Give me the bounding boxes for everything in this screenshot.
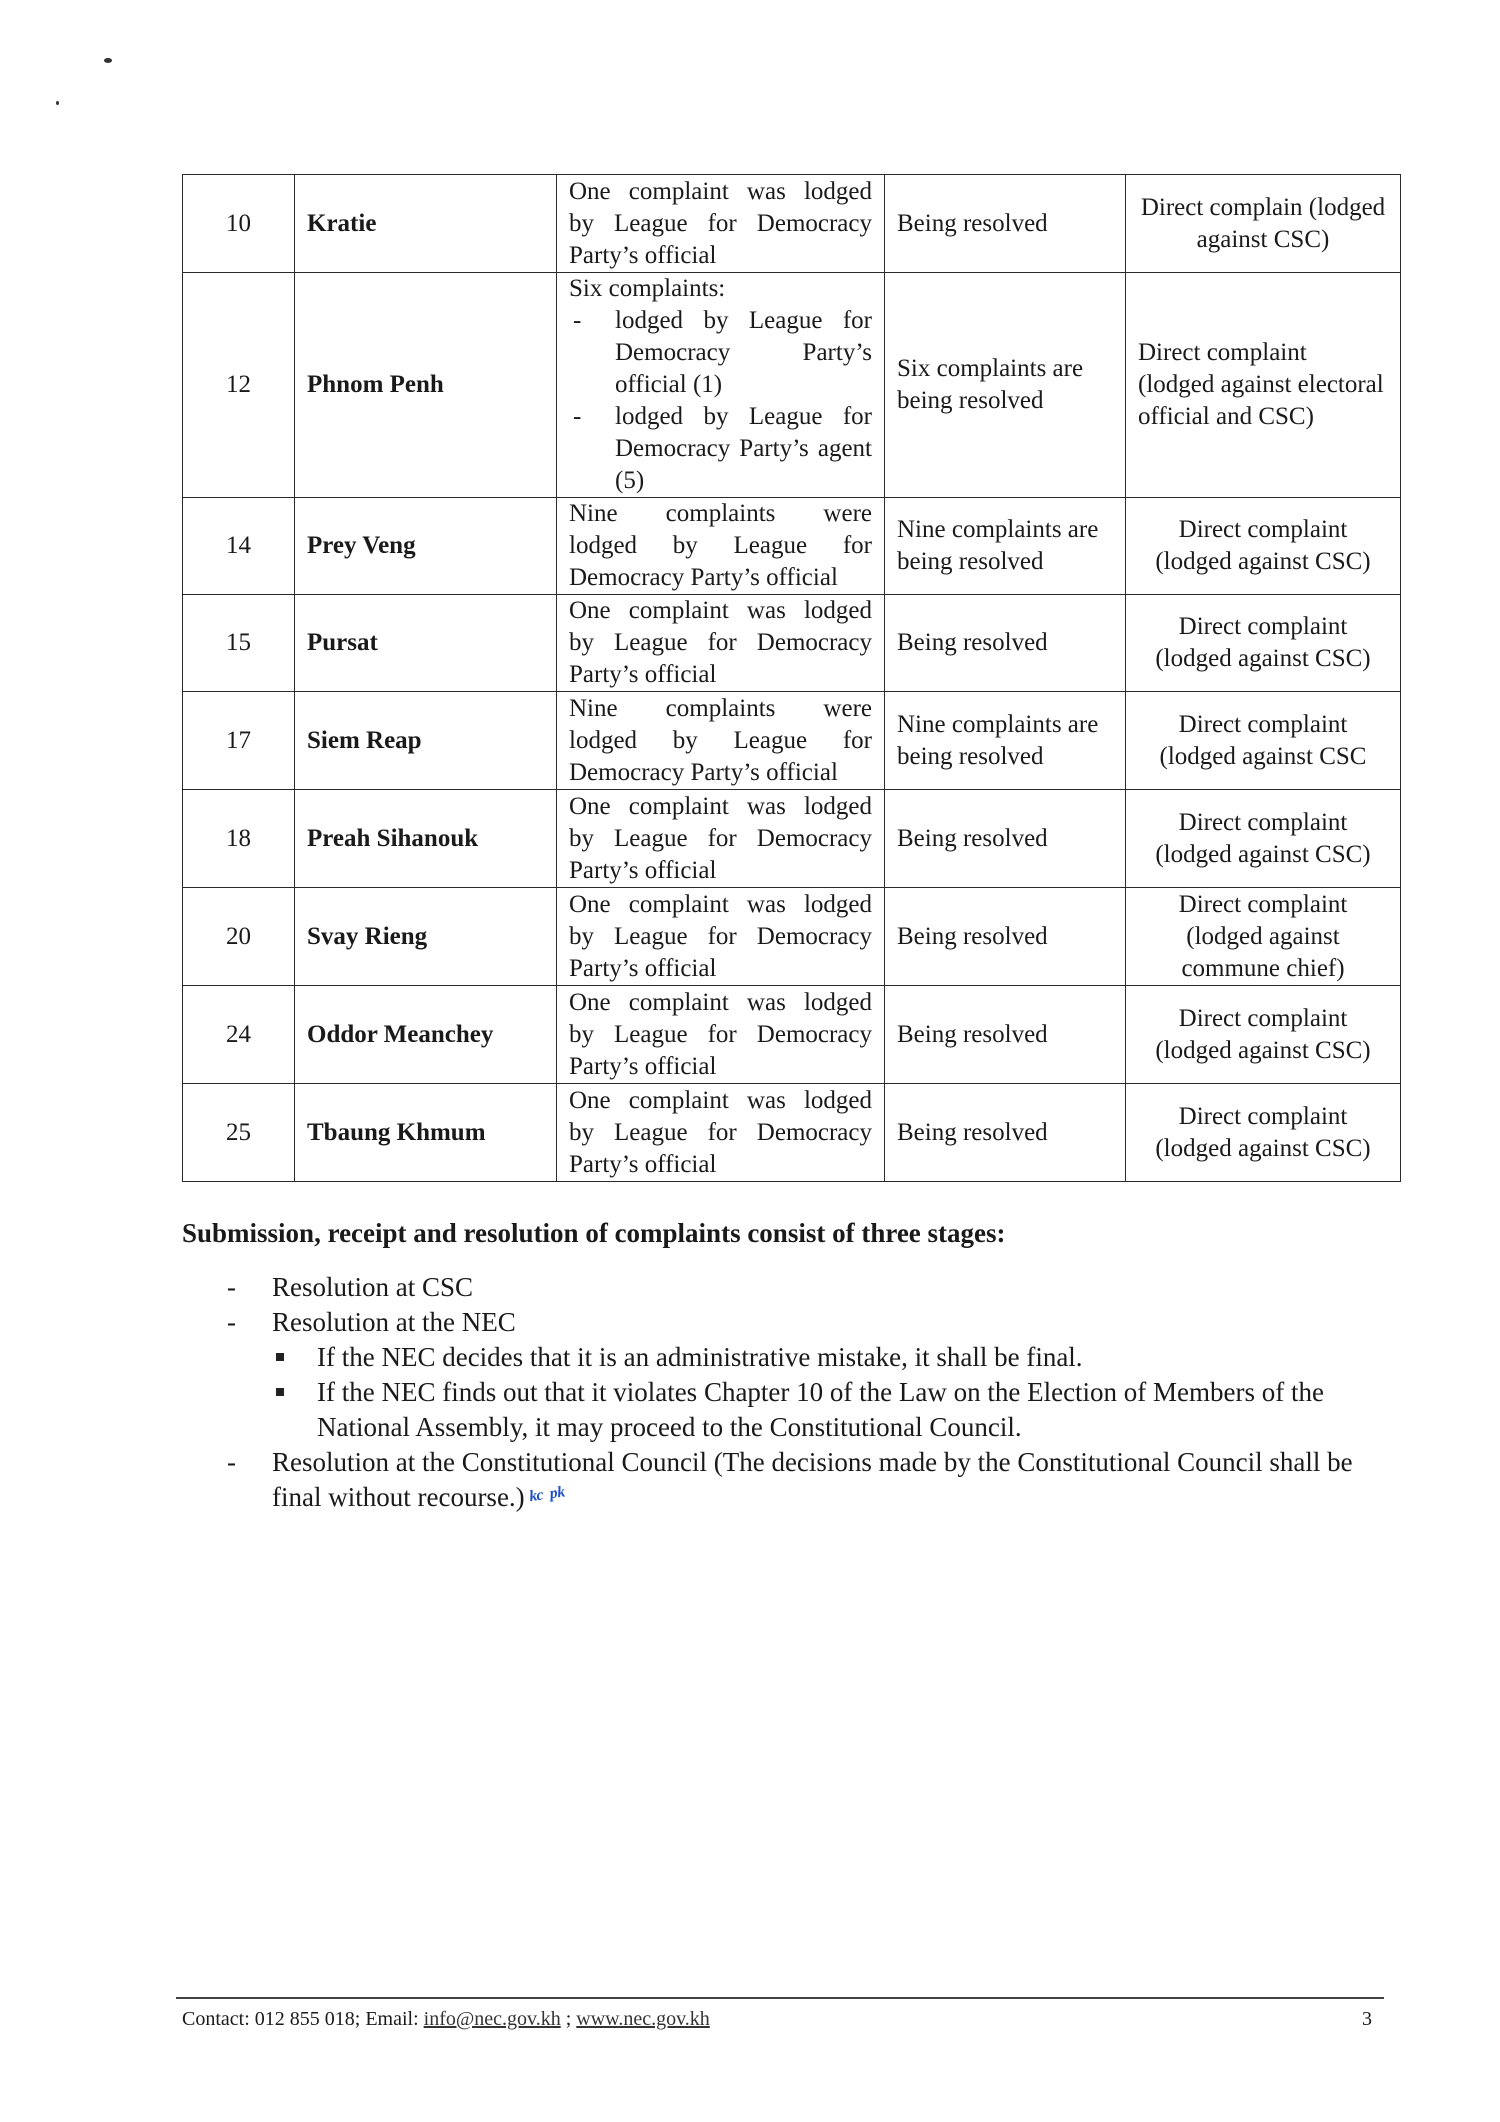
description-list	[569, 305, 872, 497]
complaint-type: Direct complaint (lodged against commune chief)	[1126, 888, 1401, 986]
complaint-description: Nine complaints were lodged by League for Democracy Party’s official	[557, 498, 885, 595]
dash-bullet-icon: -	[227, 1272, 236, 1302]
square-bullet-icon	[276, 1353, 284, 1361]
table-row	[183, 498, 1401, 595]
square-bullet-icon	[276, 1388, 284, 1396]
province-name: Prey Veng	[295, 498, 557, 595]
complaint-type: Direct complaint (lodged against CSC)	[1126, 790, 1401, 888]
province-name: Siem Reap	[295, 692, 557, 790]
scan-speck	[56, 101, 59, 105]
row-number: 24	[183, 986, 295, 1084]
contact-label: Contact: 012 855 018; Email:	[182, 2008, 424, 2030]
province-name: Oddor Meanchey	[295, 986, 557, 1084]
resolution-status: Nine complaints are being resolved	[885, 498, 1126, 595]
province-name: Tbaung Khmum	[295, 1084, 557, 1182]
row-number: 18	[183, 790, 295, 888]
handwritten-initials: ᵏᶜ ᵖᵏ	[526, 1480, 566, 1515]
description-intro: Six complaints:	[569, 275, 726, 302]
website-link[interactable]: www.nec.gov.kh	[576, 2008, 710, 2030]
table-row	[183, 888, 1401, 986]
table-row	[183, 175, 1401, 273]
row-number: 12	[183, 273, 295, 498]
row-number: 20	[183, 888, 295, 986]
table-row	[183, 692, 1401, 790]
province-name: Phnom Penh	[295, 273, 557, 498]
complaint-description: Nine complaints were lodged by League for Democracy Party’s official	[557, 692, 885, 790]
table-row	[183, 986, 1401, 1084]
complaint-description: One complaint was lodged by League for Democracy Party’s official	[557, 888, 885, 986]
resolution-status: Being resolved	[885, 790, 1126, 888]
province-name: Kratie	[295, 175, 557, 273]
list-item: - lodged by League for Democracy Party’s agent (5)	[569, 401, 872, 497]
complaint-type: Direct complaint (lodged against CSC)	[1126, 498, 1401, 595]
table-row	[183, 790, 1401, 888]
complaint-description: One complaint was lodged by League for Democracy Party’s official	[557, 986, 885, 1084]
table-row	[183, 273, 1401, 498]
resolution-status: Six complaints are being resolved	[885, 273, 1126, 498]
section-heading: Submission, receipt and resolution of complaints consist of three stages:	[182, 1218, 1006, 1248]
complaint-description	[557, 273, 885, 498]
list-item: - lodged by League for Democracy Party’s official (1)	[569, 305, 872, 401]
stages-list	[182, 1270, 1402, 1515]
province-name: Pursat	[295, 595, 557, 692]
table-row	[183, 595, 1401, 692]
email-link[interactable]: info@nec.gov.kh	[423, 2008, 561, 2030]
province-name: Preah Sihanouk	[295, 790, 557, 888]
footer-divider	[176, 1997, 1384, 1999]
complaint-type: Direct complaint (lodged against CSC)	[1126, 986, 1401, 1084]
row-number: 15	[183, 595, 295, 692]
row-number: 10	[183, 175, 295, 273]
complaint-type: Direct complaint (lodged against CSC	[1126, 692, 1401, 790]
complaints-table	[182, 174, 1401, 1182]
sub-stage-item: If the NEC finds out that it violates Chapter 10 of the Law on the Election of Members of the National Assembly, it may proceed to the Constitutional Council.	[182, 1375, 1402, 1445]
row-number: 14	[183, 498, 295, 595]
table-row	[183, 1084, 1401, 1182]
resolution-status: Being resolved	[885, 986, 1126, 1084]
page-number: 3	[1362, 2008, 1372, 2030]
scan-speck	[104, 58, 112, 63]
province-name: Svay Rieng	[295, 888, 557, 986]
row-number: 17	[183, 692, 295, 790]
stage-item: - Resolution at the Constitutional Council (The decisions made by the Constitutional Council shall be final without recourse.)ᵏᶜ ᵖᵏ	[182, 1445, 1402, 1515]
resolution-status: Being resolved	[885, 175, 1126, 273]
resolution-status: Being resolved	[885, 888, 1126, 986]
page-footer: Contact: 012 855 018; Email: info@nec.gov.kh ; www.nec.gov.kh 3	[182, 2008, 1372, 2030]
complaint-type: Direct complain (lodged against CSC)	[1126, 175, 1401, 273]
stage-item: - Resolution at the NEC	[182, 1305, 1402, 1340]
row-number: 25	[183, 1084, 295, 1182]
resolution-status: Being resolved	[885, 1084, 1126, 1182]
complaint-description: One complaint was lodged by League for Democracy Party’s official	[557, 1084, 885, 1182]
complaint-type: Direct complaint (lodged against electoral official and CSC)	[1126, 273, 1401, 498]
complaint-description: One complaint was lodged by League for Democracy Party’s official	[557, 790, 885, 888]
complaint-description: One complaint was lodged by League for Democracy Party’s official	[557, 175, 885, 273]
resolution-status: Nine complaints are being resolved	[885, 692, 1126, 790]
resolution-status: Being resolved	[885, 595, 1126, 692]
complaint-type: Direct complaint (lodged against CSC)	[1126, 1084, 1401, 1182]
dash-bullet-icon: -	[227, 1307, 236, 1337]
sub-stage-item: If the NEC decides that it is an administrative mistake, it shall be final.	[182, 1340, 1402, 1375]
complaint-description: One complaint was lodged by League for Democracy Party’s official	[557, 595, 885, 692]
stage-item: - Resolution at CSC	[182, 1270, 1402, 1305]
dash-bullet-icon: -	[227, 1447, 236, 1477]
complaint-type: Direct complaint (lodged against CSC)	[1126, 595, 1401, 692]
